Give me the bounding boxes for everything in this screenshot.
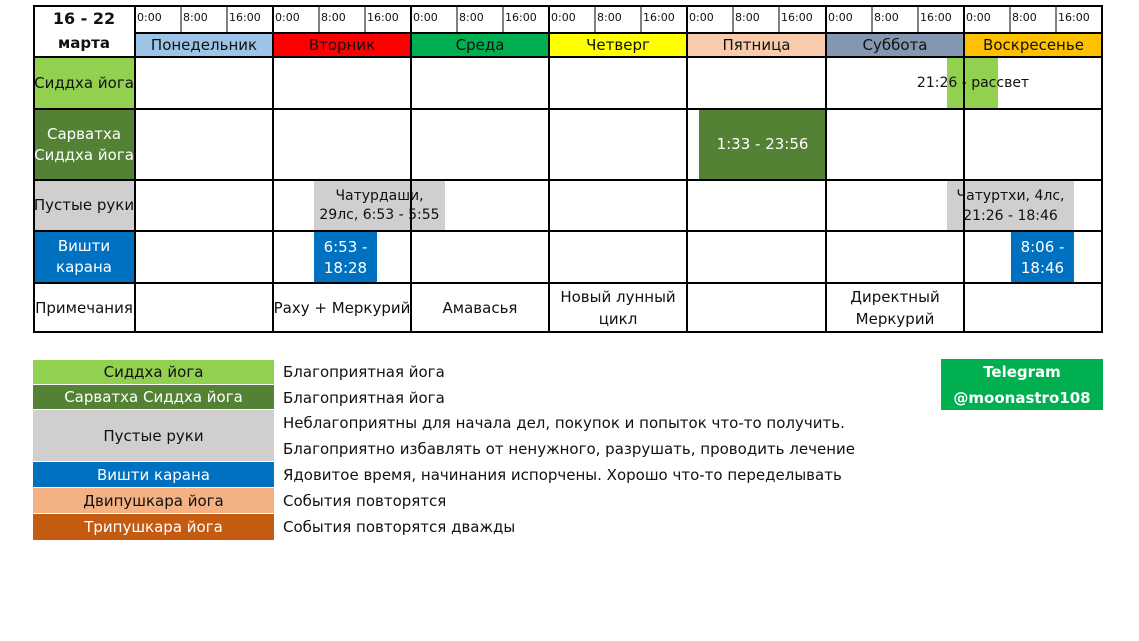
legend-empty-hands-text2: Благоприятно избавлять от ненужного, разрушать, проводить лечение — [283, 440, 855, 458]
day-header-thu: Четверг — [549, 34, 687, 56]
siddha-sat-text: 21:26 - рассвет — [916, 74, 1030, 91]
note-tue: Раху + Меркурий — [273, 299, 411, 317]
telegram-line1: Telegram — [983, 362, 1061, 381]
calendar-grid — [33, 5, 1103, 333]
sarvatha-block-fri: 1:33 - 23:56 — [699, 110, 826, 179]
row-label-sarvatha: Сарватха Сиддха йога — [33, 109, 135, 180]
time-label: 8:00 — [735, 11, 760, 24]
time-label: 16:00 — [229, 11, 261, 24]
legend-dvipushkara: Двипушкара йога — [33, 488, 274, 513]
time-label: 16:00 — [1058, 11, 1090, 24]
legend-empty-hands-text: Неблагоприятны для начала дел, покупок и попыток что-то получить. — [283, 414, 845, 432]
day-header-sun: Воскресенье — [964, 34, 1103, 56]
time-label: 8:00 — [183, 11, 208, 24]
time-label: 8:00 — [1012, 11, 1037, 24]
time-label: 16:00 — [781, 11, 813, 24]
time-label: 16:00 — [643, 11, 675, 24]
time-label: 0:00 — [828, 11, 853, 24]
time-label: 8:00 — [874, 11, 899, 24]
empty-hands-block-sun: Чатуртхи, 4лс, 21:26 - 18:46 — [947, 181, 1074, 230]
note-thu: Новый лунный цикл — [560, 288, 676, 328]
day-header-mon: Понедельник — [135, 34, 273, 56]
day-header-wed: Среда — [411, 34, 549, 56]
row-label-empty-hands: Пустые руки — [33, 180, 135, 231]
empty-hands-block-tue: Чатурдаши, 29лс, 6:53 - 5:55 — [314, 181, 445, 230]
time-label: 0:00 — [413, 11, 438, 24]
row-label-notes: Примечания — [35, 298, 133, 317]
time-label: 16:00 — [367, 11, 399, 24]
month-label: марта — [58, 34, 110, 52]
day-header-fri: Пятница — [687, 34, 826, 56]
time-label: 8:00 — [321, 11, 346, 24]
vishti-block-tue: 6:53 - 18:28 — [314, 232, 377, 283]
vishti-block-sun: 8:06 - 18:46 — [1011, 232, 1074, 283]
time-label: 0:00 — [966, 11, 991, 24]
time-label: 8:00 — [459, 11, 484, 24]
note-sat: Директный Меркурий — [850, 288, 940, 328]
legend-sarvatha: Сарватха Сиддха йога — [33, 385, 274, 409]
time-label: 8:00 — [597, 11, 622, 24]
legend-siddha-text: Благоприятная йога — [283, 363, 445, 381]
time-label: 0:00 — [551, 11, 576, 24]
row-label-siddha: Сиддха йога — [33, 57, 135, 109]
time-label: 16:00 — [920, 11, 952, 24]
legend-siddha: Сиддха йога — [33, 360, 274, 384]
time-label: 0:00 — [689, 11, 714, 24]
legend-vishti: Вишти карана — [33, 462, 274, 487]
date-range: 16 - 22 — [52, 9, 116, 28]
day-header-sat: Суббота — [826, 34, 964, 56]
legend-sarvatha-text: Благоприятная йога — [283, 389, 445, 407]
note-wed: Амавасья — [442, 299, 518, 317]
day-header-tue: Вторник — [273, 34, 411, 56]
time-label: 0:00 — [137, 11, 162, 24]
legend-tripushkara: Трипушкара йога — [33, 514, 274, 540]
legend-empty-hands: Пустые руки — [33, 410, 274, 461]
legend-vishti-text: Ядовитое время, начинания испорчены. Хорошо что-то переделывать — [283, 466, 842, 484]
legend-tripushkara-text: События повторятся дважды — [283, 518, 516, 536]
telegram-badge[interactable] — [941, 359, 1103, 410]
legend-dvipushkara-text: События повторятся — [283, 492, 447, 510]
telegram-handle: @moonastro108 — [953, 388, 1091, 407]
time-label: 16:00 — [505, 11, 537, 24]
time-label: 0:00 — [275, 11, 300, 24]
row-label-vishti: Вишти карана — [33, 231, 135, 283]
